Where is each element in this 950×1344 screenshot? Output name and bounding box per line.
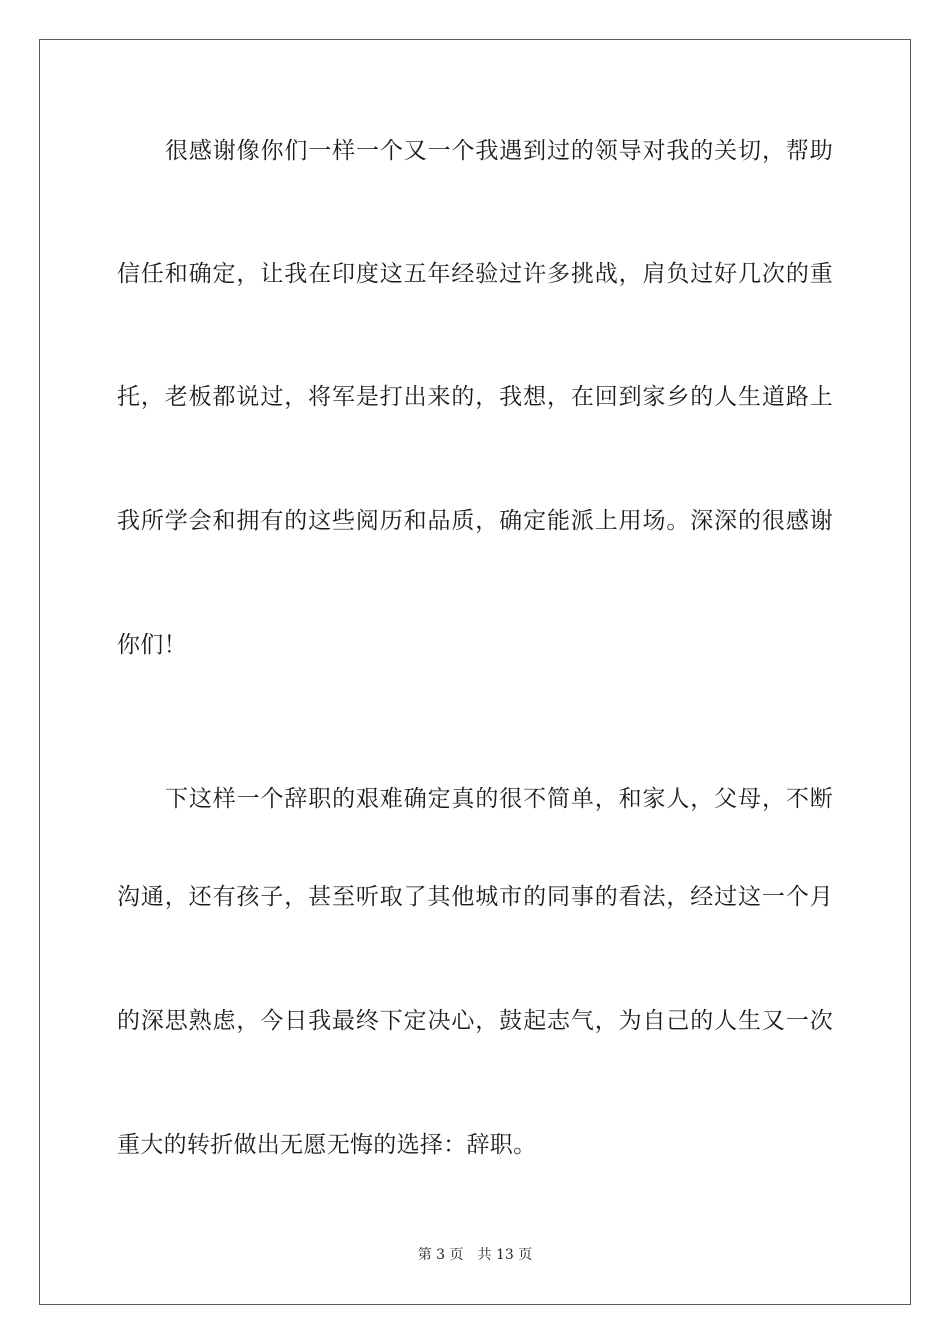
page-border [39,39,911,1305]
paragraph-2-line-4: 重大的转折做出无愿无悔的选择：辞职。 [117,1132,537,1158]
paragraph-2-line-1: 下这样一个辞职的艰难确定真的很不简单，和家人，父母，不断 [165,786,833,812]
paragraph-2-line-2: 沟通，还有孩子，甚至听取了其他城市的同事的看法，经过这一个月 [117,884,833,910]
page-total: 共 13 页 [477,1247,533,1263]
paragraph-2-line-3: 的深思熟虑，今日我最终下定决心，鼓起志气，为自己的人生又一次 [117,1008,833,1034]
paragraph-1-line-2: 信任和确定，让我在印度这五年经验过许多挑战，肩负过好几次的重 [117,261,833,287]
paragraph-1-line-5: 你们！ [117,632,187,658]
paragraph-1-line-3: 托，老板都说过，将军是打出来的，我想，在回到家乡的人生道路上 [117,384,833,410]
paragraph-1-line-4: 我所学会和拥有的这些阅历和品质，确定能派上用场。深深的很感谢 [117,508,833,534]
page-footer [0,1245,950,1265]
paragraph-1-line-1: 很感谢像你们一样一个又一个我遇到过的领导对我的关切，帮助 [165,138,833,164]
page-number: 第 3 页 [417,1247,464,1263]
